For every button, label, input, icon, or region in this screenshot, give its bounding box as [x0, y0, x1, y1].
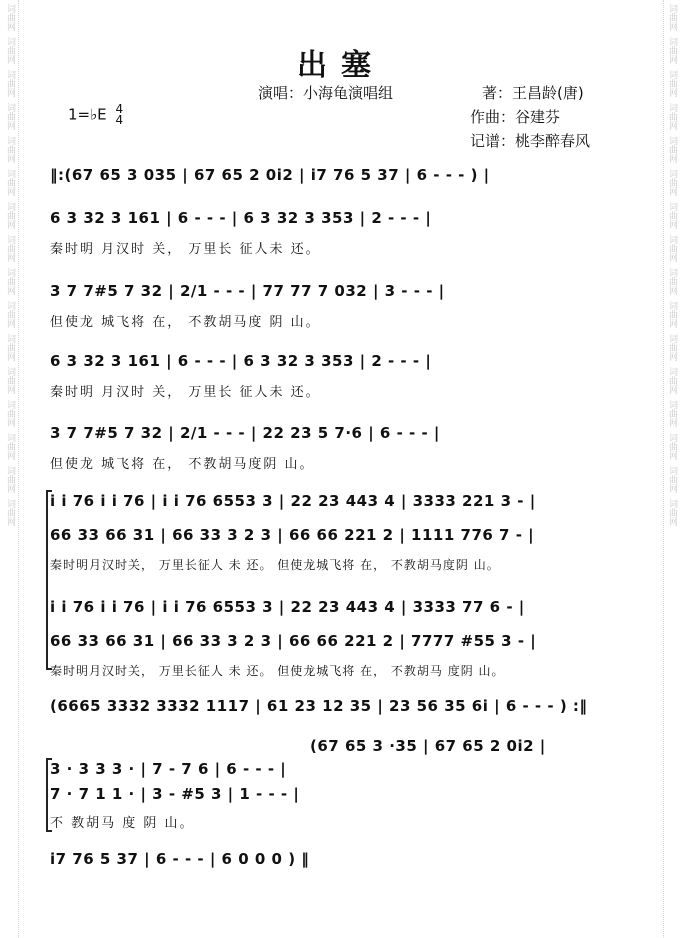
time-top: 4: [115, 102, 124, 116]
score-row-intro: ‖:(67 65 3 035 | 67 65 2 0i2 | i7 76 5 37 | 6 - - - ) |: [50, 166, 490, 184]
watermark-text: 词曲网: [667, 202, 677, 229]
watermark-text: 词曲网: [5, 169, 15, 196]
lyric-row: 秦时明 月汉时 关， 万里长 征人未 还。: [50, 242, 321, 257]
watermark-text: 词曲网: [667, 37, 677, 64]
score-row-interlude: (6665 3332 3332 1117 | 61 23 12 35 | 23 56 35 6i | 6 - - - ) :‖: [50, 697, 588, 715]
lyric-row: 但使龙 城飞将 在， 不教胡马度 阴 山。: [50, 315, 321, 330]
composer-credit: 作曲：谷建芬: [470, 108, 561, 126]
score-row: 3 7 7#5 7 32 | 2/1 - - - | 22 23 5 7·6 | 6 - - - |: [50, 424, 440, 442]
score-row-ending: i7 76 5 37 | 6 - - - | 6 0 0 0 ) ‖: [50, 850, 310, 868]
score-row: 6 3 32 3 161 | 6 - - - | 6 3 32 3 353 | 2 - - - |: [50, 209, 432, 227]
watermark-text: 词曲网: [667, 235, 677, 262]
score-row-coda-intro: (67 65 3 ·35 | 67 65 2 0i2 |: [310, 737, 546, 755]
watermark-text: 词曲网: [667, 433, 677, 460]
singer-credit: 演唱：小海龟演唱组: [258, 84, 394, 102]
watermark-text: 词曲网: [667, 4, 677, 31]
watermark-text: 词曲网: [5, 4, 15, 31]
lyric-row: 秦时明月汉时关， 万里长征人 未 还。 但使龙城飞将 在， 不教胡马度阴 山。: [50, 558, 500, 572]
watermark-text: 词曲网: [5, 235, 15, 262]
lyric-row: 不 教胡马 度 阴 山。: [50, 816, 195, 831]
score-row-upper: 3 · 3 3 3 · | 7 - 7 6 | 6 - - - |: [50, 760, 287, 778]
watermark-text: 词曲网: [667, 301, 677, 328]
lyric-row: 但使龙 城飞将 在， 不教胡马度阴 山。: [50, 457, 315, 472]
watermark-text: 词曲网: [667, 70, 677, 97]
watermark-text: 词曲网: [5, 400, 15, 427]
watermark-text: 词曲网: [667, 103, 677, 130]
watermark-text: 词曲网: [667, 136, 677, 163]
watermark-text: 词曲网: [667, 400, 677, 427]
watermark-text: 词曲网: [667, 169, 677, 196]
watermark-text: 词曲网: [5, 37, 15, 64]
watermark-text: 词曲网: [667, 367, 677, 394]
watermark-text: 词曲网: [5, 334, 15, 361]
watermark-text: 词曲网: [5, 301, 15, 328]
watermark-text: 词曲网: [667, 268, 677, 295]
score-row: 6 3 32 3 161 | 6 - - - | 6 3 32 3 353 | 2 - - - |: [50, 352, 432, 370]
time-signature: [115, 104, 123, 126]
transcriber-credit: 记谱：桃李醉春风: [470, 132, 591, 150]
watermark-text: 词曲网: [667, 334, 677, 361]
watermark-text: 词曲网: [5, 367, 15, 394]
key-signature: [68, 104, 123, 126]
lyric-row: 秦时明 月汉时 关， 万里长 征人未 还。: [50, 385, 321, 400]
score-row-lower: 66 33 66 31 | 66 33 3 2 3 | 66 66 221 2 | 7777 #55 3 - |: [50, 632, 537, 650]
watermark-strip-right: [663, 0, 680, 938]
score-row: 3 7 7#5 7 32 | 2/1 - - - | 77 77 7 032 | 3 - - - |: [50, 282, 445, 300]
song-title: 出塞: [297, 48, 385, 83]
key-label: 1=♭E: [68, 105, 107, 124]
watermark-text: 词曲网: [5, 136, 15, 163]
watermark-text: 词曲网: [5, 70, 15, 97]
score-row-lower: 66 33 66 31 | 66 33 3 2 3 | 66 66 221 2 | 1111 776 7 - |: [50, 526, 535, 544]
time-bottom: 4: [115, 113, 124, 127]
watermark-text: 词曲网: [5, 268, 15, 295]
watermark-text: 词曲网: [5, 433, 15, 460]
lyricist-credit: 著：王昌龄(唐): [482, 84, 584, 102]
score-row-lower: 7 · 7 1 1 · | 3 - #5 3 | 1 - - - |: [50, 785, 300, 803]
watermark-text: 词曲网: [5, 499, 15, 526]
score-row-upper: i i 76 i i 76 | i i 76 6553 3 | 22 23 443 4 | 3333 221 3 - |: [50, 492, 536, 510]
watermark-text: 词曲网: [667, 466, 677, 493]
watermark-text: 词曲网: [5, 466, 15, 493]
score-row-upper: i i 76 i i 76 | i i 76 6553 3 | 22 23 443 4 | 3333 77 6 - |: [50, 598, 525, 616]
watermark-text: 词曲网: [5, 103, 15, 130]
lyric-row: 秦时明月汉时关， 万里长征人 未 还。 但使龙城飞将 在， 不教胡马 度阴 山。: [50, 664, 505, 678]
watermark-text: 词曲网: [667, 499, 677, 526]
watermark-strip-left: [2, 0, 19, 938]
watermark-text: 词曲网: [5, 202, 15, 229]
